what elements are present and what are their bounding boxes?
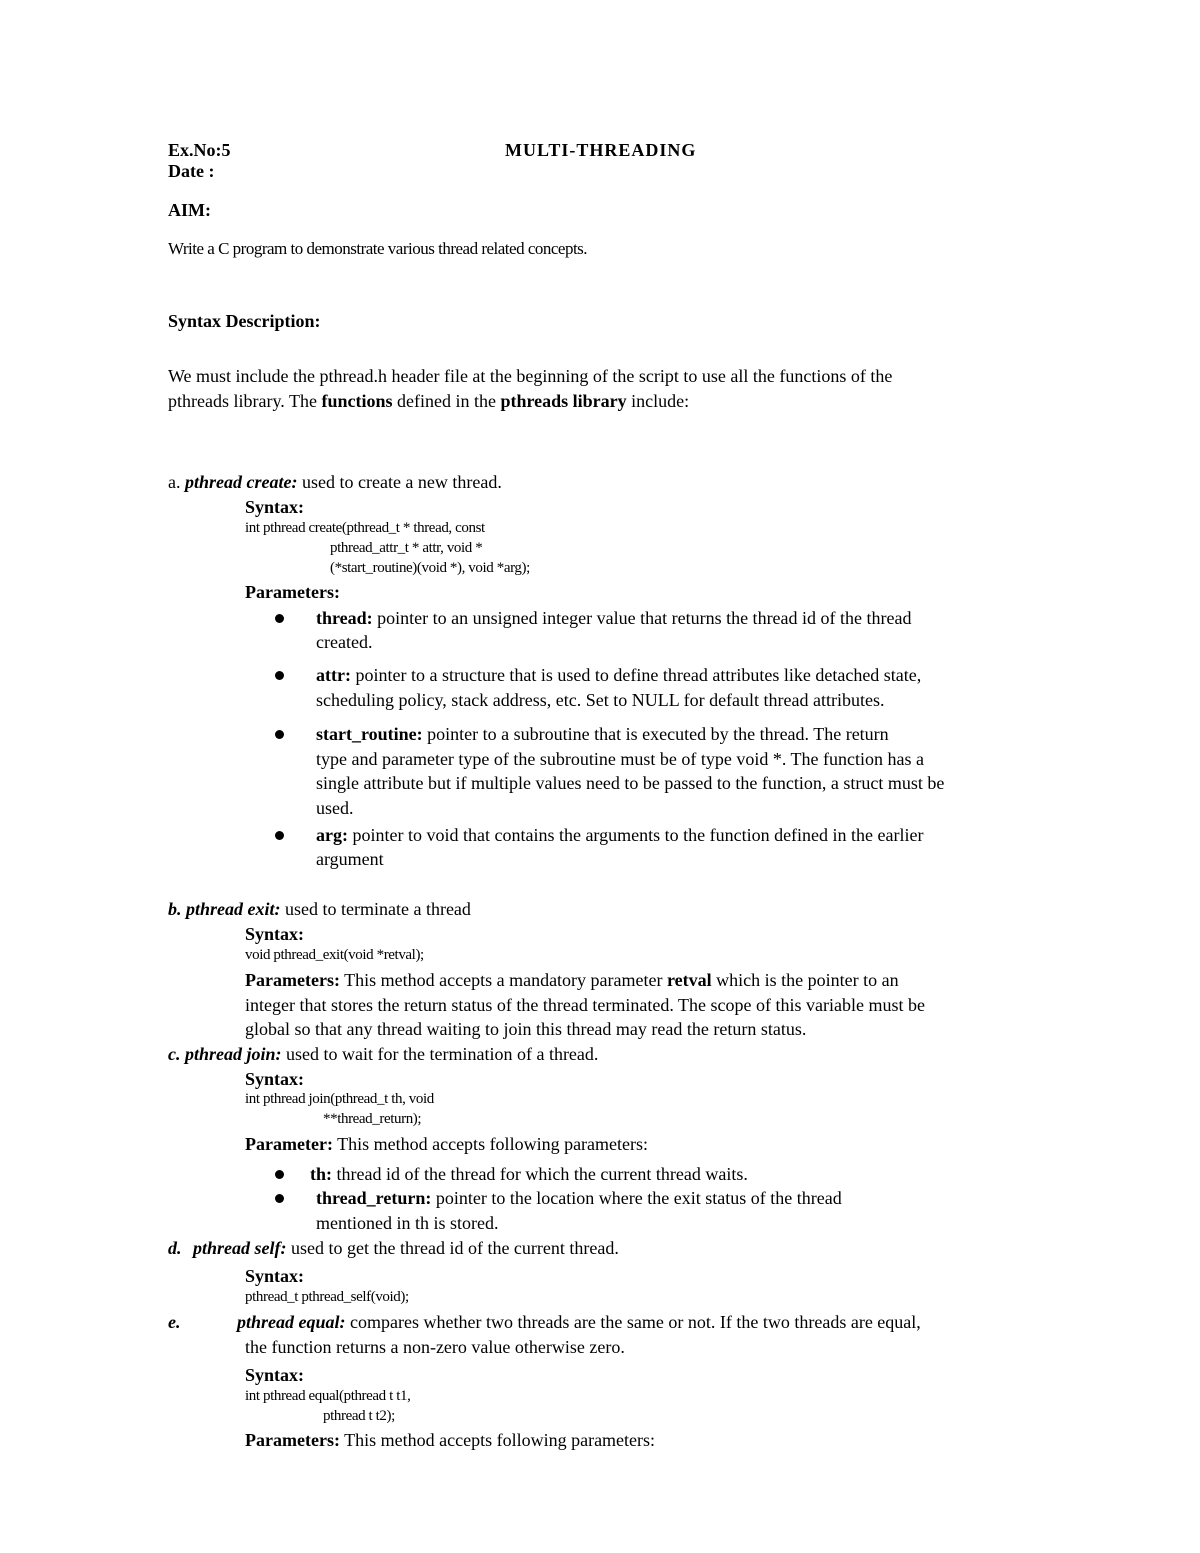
syntax-description-heading: Syntax Description: [168, 311, 321, 331]
section-c-title: c. pthread join: used to wait for the termination of a thread. [168, 1044, 599, 1064]
section-e-desc-line-2: the function returns a non-zero value otherwise zero. [245, 1337, 625, 1357]
section-b-code: void pthread_exit(void *retval); [245, 947, 424, 963]
document-title: MULTI-THREADING [505, 140, 697, 160]
bullet-icon [275, 831, 284, 840]
section-c-code-line-2: **thread_return); [323, 1111, 422, 1127]
param-thread-line-1: thread: pointer to an unsigned integer value that returns the thread id of the thread [316, 608, 912, 628]
param-thread-line-2: created. [316, 632, 373, 652]
section-e-parameters-line: Parameters: This method accepts following parameters: [245, 1430, 656, 1450]
param-start-routine-line-2: type and parameter type of the subroutine must be of type void *. The function has a [316, 749, 925, 769]
aim-text: Write a C program to demonstrate various thread related concepts. [168, 239, 588, 258]
section-a-code-line-2: pthread_attr_t * attr, void * [330, 540, 483, 556]
section-b-title: b. pthread exit: used to terminate a thread [168, 899, 471, 919]
param-thread-return-line-2: mentioned in th is stored. [316, 1213, 499, 1233]
section-a-code-line-1: int pthread create(pthread_t * thread, const [245, 520, 485, 536]
intro-line-2: pthreads library. The functions defined in the pthreads library include: [168, 391, 690, 411]
bullet-icon [275, 730, 284, 739]
param-arg-line-1: arg: pointer to void that contains the arguments to the function defined in the earlier [316, 825, 924, 845]
section-d-title: pthread self: used to get the thread id of the current thread. [193, 1238, 619, 1258]
section-c-syntax-label: Syntax: [245, 1069, 305, 1089]
section-b-params-line-2: integer that stores the return status of the thread terminated. The scope of this variable must be [245, 995, 925, 1015]
bullet-icon [275, 1170, 284, 1179]
section-d-prefix: d. [168, 1238, 182, 1258]
bullet-icon [275, 671, 284, 680]
section-a-code-line-3: (*start_routine)(void *), void *arg); [330, 560, 530, 576]
param-attr-line-2: scheduling policy, stack address, etc. Set to NULL for default thread attributes. [316, 690, 885, 710]
section-b-params-line-1: Parameters: This method accepts a mandatory parameter retval which is the pointer to an [245, 970, 899, 990]
intro-line-1: We must include the pthread.h header file at the beginning of the script to use all the functions of the [168, 366, 893, 386]
section-a-syntax-label: Syntax: [245, 497, 305, 517]
section-b-syntax-label: Syntax: [245, 924, 305, 944]
param-start-routine-line-3: single attribute but if multiple values need to be passed to the function, a struct must be [316, 773, 945, 793]
section-c-code-line-1: int pthread join(pthread_t th, void [245, 1091, 434, 1107]
section-e-syntax-label: Syntax: [245, 1365, 305, 1385]
section-d-code: pthread_t pthread_self(void); [245, 1289, 409, 1305]
section-d-syntax-label: Syntax: [245, 1266, 305, 1286]
param-th-line: th: thread id of the thread for which the current thread waits. [310, 1164, 748, 1184]
bullet-icon [275, 1194, 284, 1203]
section-a-parameters-label: Parameters: [245, 582, 340, 602]
section-e-code-line-2: pthread t t2); [323, 1408, 395, 1424]
bullet-icon [275, 614, 284, 623]
param-start-routine-line-4: used. [316, 798, 354, 818]
aim-heading: AIM: [168, 200, 211, 220]
section-b-params-line-3: global so that any thread waiting to join this thread may read the return status. [245, 1019, 807, 1039]
section-e-prefix: e. [168, 1312, 181, 1332]
param-attr-line-1: attr: pointer to a structure that is used to define thread attributes like detached state, [316, 665, 922, 685]
section-e-code-line-1: int pthread equal(pthread t t1, [245, 1388, 411, 1404]
param-thread-return-line-1: thread_return: pointer to the location where the exit status of the thread [316, 1188, 842, 1208]
param-arg-line-2: argument [316, 849, 384, 869]
section-c-parameter-line: Parameter: This method accepts following parameters: [245, 1134, 649, 1154]
section-a-title: a. pthread create: used to create a new thread. [168, 472, 502, 492]
date-label: Date : [168, 161, 215, 181]
exercise-number: Ex.No:5 [168, 140, 231, 160]
param-start-routine-line-1: start_routine: pointer to a subroutine that is executed by the thread. The return [316, 724, 889, 744]
section-e-title: pthread equal: compares whether two threads are the same or not. If the two threads are equal, [237, 1312, 921, 1332]
